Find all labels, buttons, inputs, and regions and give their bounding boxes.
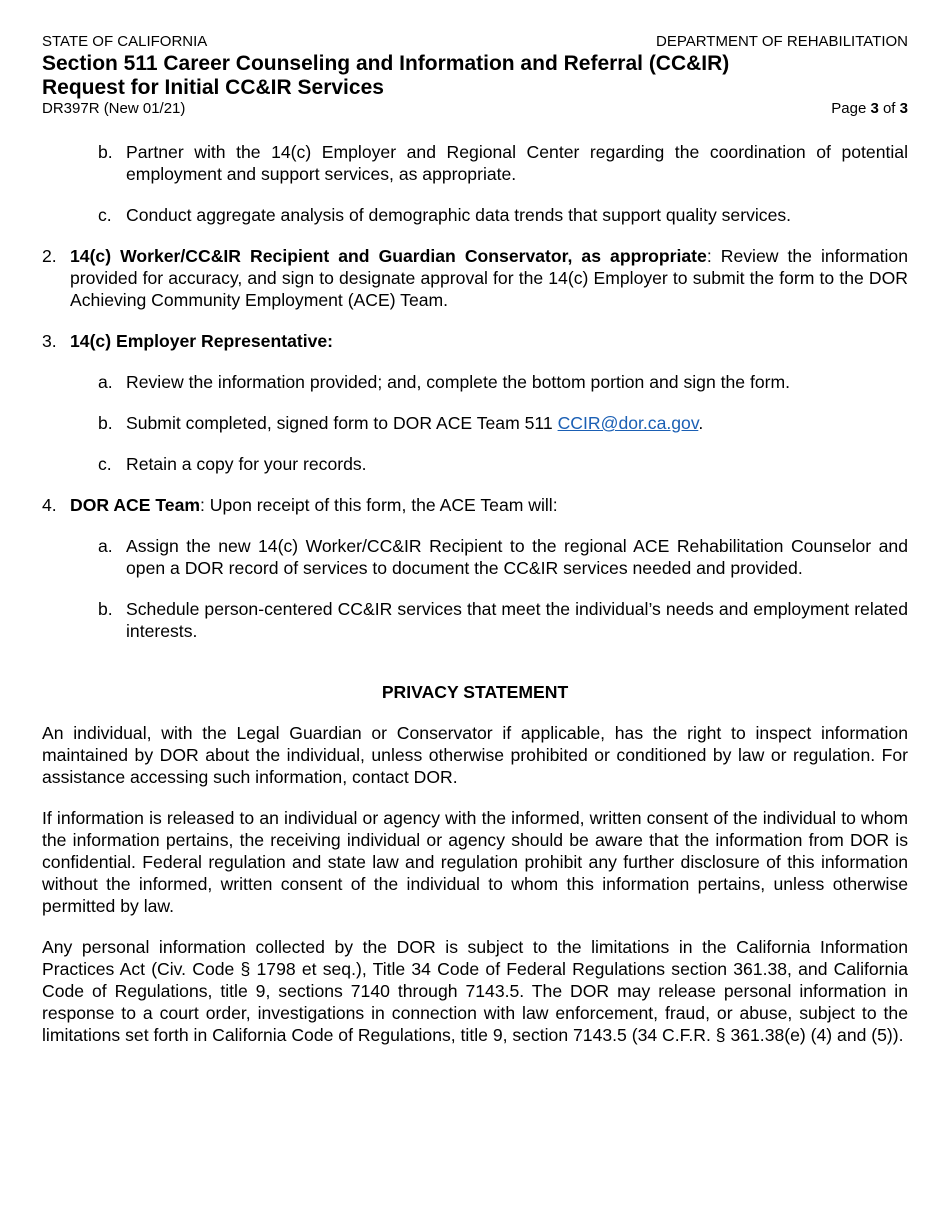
item-heading: 14(c) Worker/CC&IR Recipient and Guardian Conservator, as appropriate bbox=[70, 246, 707, 266]
item-body: : Review the information provided for accuracy, and sign to designate approval for the 14(c) Employer to submit the form to the DOR Achieving Community Employment (ACE) Team. bbox=[70, 246, 908, 310]
item-text: Conduct aggregate analysis of demographic data trends that support quality services. bbox=[126, 205, 792, 225]
item-letter: c. bbox=[98, 205, 112, 225]
page-total: 3 bbox=[899, 100, 908, 117]
list-item-2 bbox=[42, 245, 908, 311]
department-label: DEPARTMENT OF REHABILITATION bbox=[656, 33, 908, 50]
item-letter: a. bbox=[98, 536, 113, 556]
item-body: : Upon receipt of this form, the ACE Team will: bbox=[200, 495, 558, 515]
item-letter: b. bbox=[98, 599, 113, 619]
item-text bbox=[70, 245, 908, 311]
list-item bbox=[42, 453, 908, 475]
privacy-paragraph: Any personal information collected by the DOR is subject to the limitations in the California Information Practices Act (Civ. Code § 1798 et seq.), Title 34 Code of Federal Regulations section 361.38, and California Code of Regulations, title 9, sections 7140 through 7143.5. The DOR may release personal information in response to a court order, investigations in connection with law enforcement, fraud, or abuse, subject to the limitations set forth in California Code of Regulations, title 9, section 7143.5 (34 C.F.R. § 361.38(e) (4) and (5)). bbox=[42, 937, 908, 1045]
item-letter: c. bbox=[98, 454, 112, 474]
item-number: 3. bbox=[42, 331, 57, 351]
list-item bbox=[42, 535, 908, 579]
list-item bbox=[42, 598, 908, 642]
list-item-3 bbox=[42, 330, 908, 352]
item-heading: DOR ACE Team bbox=[70, 495, 201, 515]
document-body bbox=[42, 141, 908, 1046]
item-text: Review the information provided; and, complete the bottom portion and sign the form. bbox=[126, 372, 791, 392]
list-item bbox=[42, 371, 908, 393]
privacy-statement-heading: PRIVACY STATEMENT bbox=[381, 682, 569, 702]
state-label: STATE OF CALIFORNIA bbox=[42, 33, 208, 50]
page-of: of bbox=[878, 100, 900, 117]
item-punct: . bbox=[698, 413, 704, 433]
item-body: Submit completed, signed form to DOR ACE Team 511 bbox=[126, 413, 558, 433]
item-number: 2. bbox=[42, 246, 57, 266]
page-indicator bbox=[831, 100, 908, 118]
document-page bbox=[42, 32, 908, 1065]
list-item-4 bbox=[42, 494, 908, 516]
item-heading: 14(c) Employer Representative: bbox=[70, 331, 334, 351]
item-text: Retain a copy for your records. bbox=[126, 454, 367, 474]
item-text: Assign the new 14(c) Worker/CC&IR Recipient to the regional ACE Rehabilitation Counselor and open a DOR record of services to document the CC&IR services needed and provided. bbox=[126, 536, 908, 578]
privacy-paragraph: An individual, with the Legal Guardian or Conservator if applicable, has the right to inspect information maintained by DOR about the individual, unless otherwise prohibited or conditioned by law or regulation. For assistance accessing such information, contact DOR. bbox=[42, 723, 908, 787]
item-letter: b. bbox=[98, 142, 113, 162]
list-item bbox=[42, 204, 908, 226]
email-link[interactable]: CCIR@dor.ca.gov bbox=[557, 413, 699, 433]
meta-row bbox=[42, 100, 908, 118]
item-letter: b. bbox=[98, 413, 113, 433]
item-number: 4. bbox=[42, 495, 57, 515]
item-text bbox=[70, 494, 908, 516]
page-number: 3 bbox=[870, 100, 879, 117]
item-text bbox=[126, 412, 908, 434]
form-id: DR397R (New 01/21) bbox=[42, 100, 186, 117]
form-title-line1: Section 511 Career Counseling and Information and Referral (CC&IR) bbox=[42, 52, 730, 75]
list-item bbox=[42, 141, 908, 185]
item-text: Partner with the 14(c) Employer and Regional Center regarding the coordination of potential employment and support services, as appropriate. bbox=[126, 142, 908, 184]
list-item bbox=[42, 412, 908, 434]
item-letter: a. bbox=[98, 372, 113, 392]
page-label: Page bbox=[831, 100, 871, 117]
form-title-line2: Request for Initial CC&IR Services bbox=[42, 76, 384, 99]
header-row bbox=[42, 32, 908, 52]
item-text: Schedule person-centered CC&IR services that meet the individual’s needs and employment related interests. bbox=[126, 599, 908, 641]
privacy-paragraph: If information is released to an individual or agency with the informed, written consent of the individual to whom the information pertains, the receiving individual or agency should be aware that the information from DOR is confidential. Federal regulation and state law and regulation prohibit any further disclosure of this information without the informed, written consent of the individual to whom this information pertains, unless otherwise permitted by law. bbox=[42, 808, 908, 916]
